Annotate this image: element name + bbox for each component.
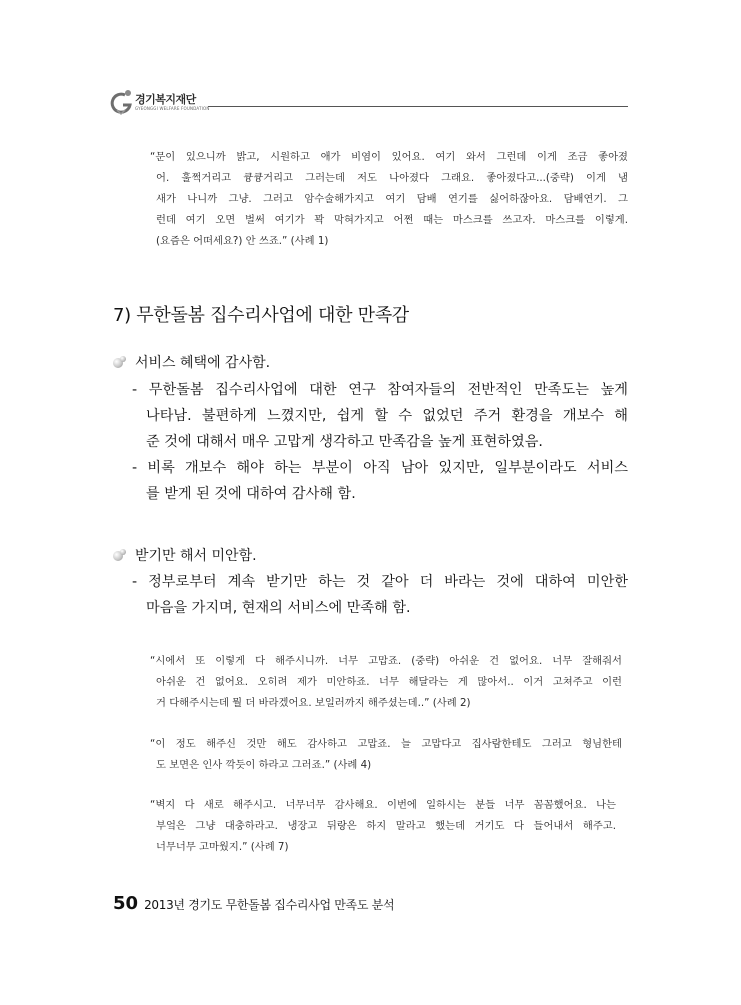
interview-quote-1: [150, 147, 628, 252]
body-line: 준 것에 대해서 매우 고맙게 생각하고 만족감을 높게 표현하였음.: [146, 434, 543, 450]
quote-line: (요즘은 어떠세요?) 안 쓰죠.” (사례 1): [156, 235, 329, 247]
report-title: 2013년 경기도 무한돌봄 집수리사업 만족도 분석: [144, 898, 395, 912]
quote-line: “이 정도 해주신 것만 해도 감사하고 고맙죠. 늘 고맙다고 집사람한테도 그러고 형님한테: [150, 738, 622, 750]
page-footer: [113, 893, 394, 914]
quote-line: 런데 여기 오면 벌써 여기가 꽉 막혀가지고 어쩐 때는 마스크를 쓰고자. 마스크를 이렇게.: [156, 214, 628, 226]
bullet-body-1: [132, 377, 628, 507]
section-title: 7) 무한돌봄 집수리사업에 대한 만족감: [113, 305, 409, 326]
header-divider: [208, 106, 628, 107]
bullet-heading-2: [113, 545, 257, 565]
interview-quote-3: [150, 734, 622, 776]
quote-line: 아쉬운 건 없어요. 오히려 제가 미안하죠. 너무 해달라는 게 많아서.. 이거 고쳐주고 이런: [156, 676, 622, 688]
quote-line: “시에서 또 이렇게 다 해주시니까. 너무 고맙죠. (중략) 아쉬운 건 없어요. 너무 잘해줘서: [150, 655, 622, 667]
body-line: - 무한돌봄 집수리사업에 대한 연구 참여자들의 전반적인 만족도는 높게: [132, 382, 628, 398]
body-line: 를 받게 된 것에 대하여 감사해 함.: [146, 486, 356, 502]
quote-line: 거 다해주시는데 뭘 더 바라겠어요. 보일러까지 해주셨는데..” (사례 2): [156, 697, 471, 709]
bullet-body-2: [132, 569, 628, 621]
quote-line: 도 보면은 인사 깍듯이 하라고 그러죠.” (사례 4): [156, 759, 372, 771]
quote-line: “문이 있으니까 밝고, 시원하고 애가 비염이 있어요. 여기 와서 그런데 이게 조금 좋아졌: [150, 151, 628, 163]
interview-quote-4: [150, 795, 616, 858]
bullet-heading-text: 서비스 혜택에 감사함.: [135, 355, 271, 371]
foundation-logo-icon: [110, 88, 134, 116]
quote-line: “벽지 다 새로 해주시고. 너무너무 감사해요. 이번에 일하시는 분들 너무 꼼꼼했어요. 나는: [150, 799, 616, 811]
org-subtitle: GYEONGGI WELFARE FOUNDATION: [135, 106, 210, 111]
bullet-heading-1: [113, 352, 270, 372]
quote-line: 어. 훌쩍거리고 큥큥거리고 그러는데 저도 나아졌다 그래요. 좋아졌다고...(중략) 이게 냄: [156, 172, 628, 184]
bullet-heading-text: 받기만 해서 미안함.: [135, 548, 257, 564]
org-name: 경기복지재단: [135, 93, 196, 106]
body-line: 나타남. 불편하게 느꼈지만, 쉽게 할 수 없었던 주거 환경을 개보수 해: [146, 408, 628, 424]
body-line: 마음을 가지며, 현재의 서비스에 만족해 함.: [146, 600, 411, 616]
page-number: 50: [113, 893, 139, 914]
page-header: [110, 88, 630, 118]
bullet-dots-icon: [113, 549, 129, 561]
quote-line: 새가 나니까 그냥. 그러고 암수술해가지고 여기 담배 연기를 싫어하잖아요. 담배연기. 그: [156, 193, 628, 205]
bullet-dots-icon: [113, 356, 129, 368]
body-line: - 비록 개보수 해야 하는 부분이 아직 남아 있지만, 일부분이라도 서비스: [132, 460, 628, 476]
body-line: - 정부로부터 계속 받기만 하는 것 같아 더 바라는 것에 대하여 미안한: [132, 574, 628, 590]
quote-line: 너무너무 고마웠지.” (사례 7): [156, 841, 289, 853]
interview-quote-2: [150, 651, 622, 714]
quote-line: 부엌은 그냥 대충하라고. 냉장고 뒤랑은 하지 말라고 했는데 거기도 다 들어내서 해주고.: [156, 820, 616, 832]
